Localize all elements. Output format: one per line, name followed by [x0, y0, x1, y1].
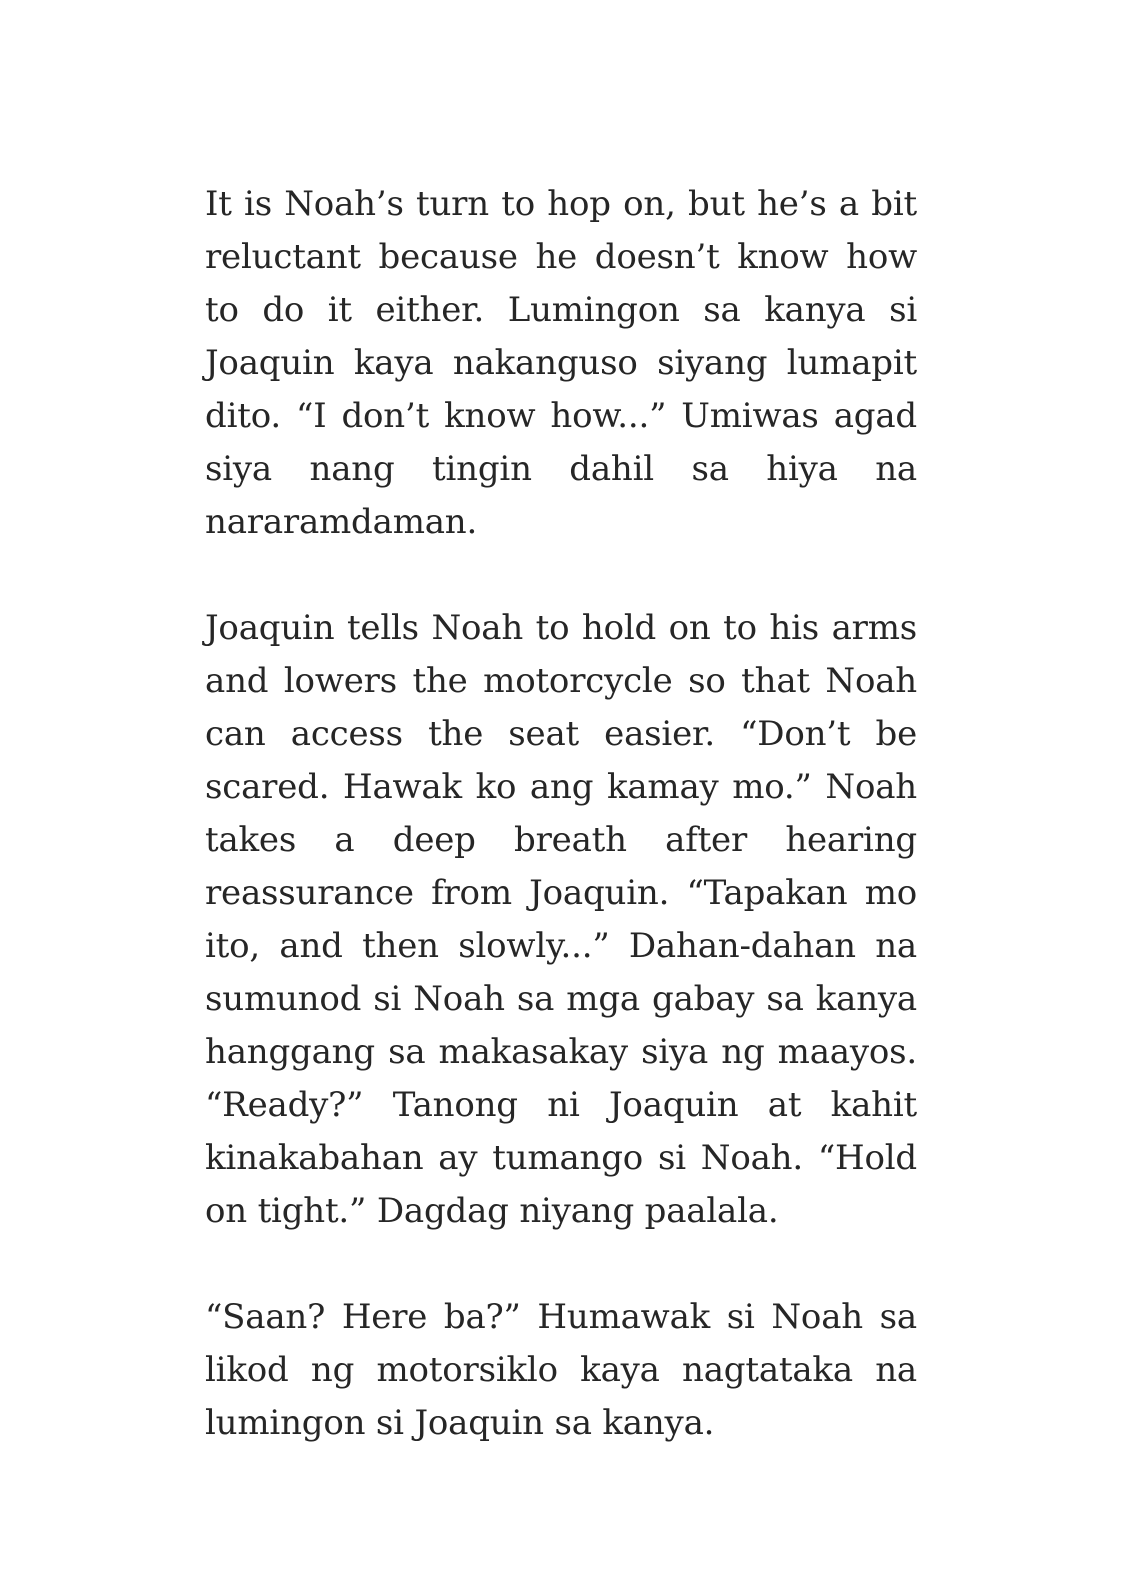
paragraph: Joaquin tells Noah to hold on to his arms and lowers the motorcycle so that Noah can access the seat easier. “Don’t be scared. Hawak ko ang kamay mo.” Noah takes a deep breath after hearing reassurance from Joaquin. “Tapakan mo ito, and then slowly...” Dahan-dahan na sumunod si Noah sa mga gabay sa kanya hanggang sa makasakay siya ng maayos. “Ready?” Tanong ni Joaquin at kahit kinakabahan ay tumango si Noah. “Hold on tight.” Dagdag niyang paalala.	[205, 608, 917, 1231]
paragraph: It is Noah’s turn to hop on, but he’s a bit reluctant because he doesn’t know how to do it either. Lumingon sa kanya si Joaquin kaya nakanguso siyang lumapit dito. “I don’t know how...” Umiwas agad siya nang tingin dahil sa hiya na nararamdaman.	[205, 184, 917, 542]
story-text-body	[205, 178, 917, 1450]
paragraph: “Saan? Here ba?” Humawak si Noah sa likod ng motorsiklo kaya nagtataka na lumingon si Joaquin sa kanya.	[205, 1297, 917, 1443]
